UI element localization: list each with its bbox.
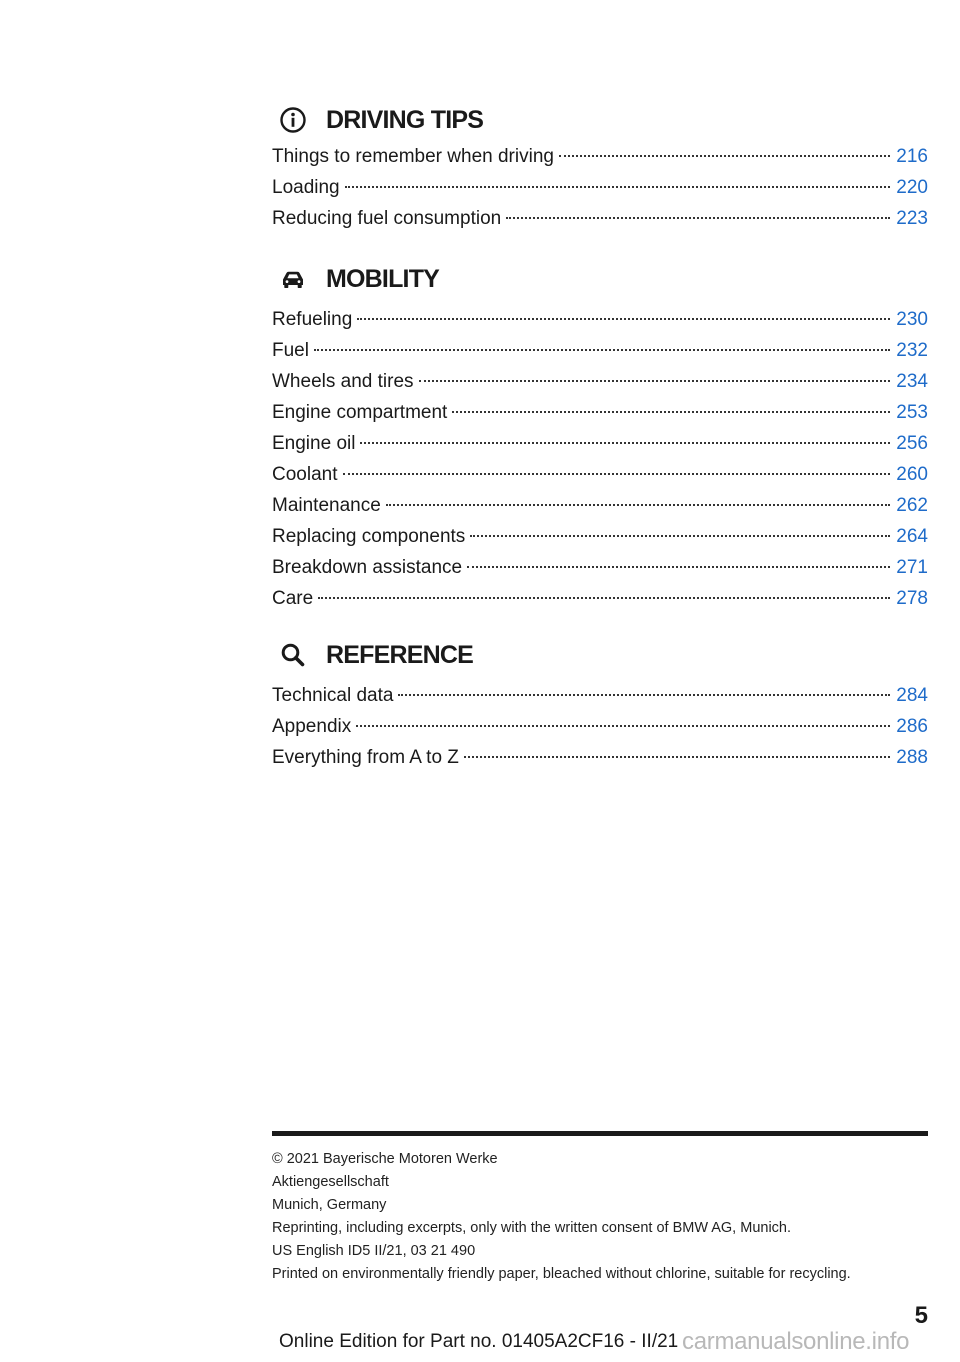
toc-page-link[interactable]: 230 xyxy=(896,309,928,330)
toc-entry-label: Everything from A to Z xyxy=(272,747,459,768)
toc-list xyxy=(272,141,928,234)
imprint xyxy=(272,1148,932,1286)
section-mobility xyxy=(272,262,928,614)
toc-entry-label: Wheels and tires xyxy=(272,371,414,392)
dot-leader xyxy=(357,318,890,320)
toc-entry[interactable] xyxy=(272,203,928,234)
imprint-company: Aktiengesellschaft xyxy=(272,1174,389,1190)
section-heading xyxy=(272,103,928,139)
toc-entry-label: Care xyxy=(272,588,314,609)
section-title: REFERENCE xyxy=(326,641,473,669)
toc-entry[interactable] xyxy=(272,742,928,773)
toc-entry-label: Things to remember when driving xyxy=(272,146,554,167)
dot-leader xyxy=(452,411,890,413)
toc-entry[interactable] xyxy=(272,428,928,459)
toc-entry-label: Coolant xyxy=(272,464,338,485)
section-heading xyxy=(272,262,928,298)
toc-page-link[interactable]: 234 xyxy=(896,371,928,392)
toc-entry-label: Appendix xyxy=(272,716,352,737)
toc-entry-label: Loading xyxy=(272,177,340,198)
imprint-paper-notice: Printed on environmentally friendly paper, bleached without chlorine, suitable for recycling. xyxy=(272,1266,851,1282)
dot-leader xyxy=(464,756,890,758)
dot-leader xyxy=(360,442,890,444)
dot-leader xyxy=(386,504,890,506)
toc-page-link[interactable]: 223 xyxy=(896,208,928,229)
toc-entry[interactable] xyxy=(272,521,928,552)
car-icon xyxy=(278,264,308,294)
toc-entry[interactable] xyxy=(272,172,928,203)
toc-entry[interactable] xyxy=(272,304,928,335)
toc-page-link[interactable]: 220 xyxy=(896,177,928,198)
info-icon xyxy=(278,105,308,135)
dot-leader xyxy=(318,597,890,599)
dot-leader xyxy=(343,473,891,475)
toc-entry[interactable] xyxy=(272,711,928,742)
toc-entry-label: Engine oil xyxy=(272,433,356,454)
toc-list xyxy=(272,680,928,773)
imprint-reprint-notice: Reprinting, including excerpts, only with the written consent of BMW AG, Munich. xyxy=(272,1220,792,1236)
imprint-edition-id: US English ID5 II/21, 03 21 490 xyxy=(272,1243,476,1259)
section-title: MOBILITY xyxy=(326,265,440,293)
toc-entry[interactable] xyxy=(272,583,928,614)
edition-footer: Online Edition for Part no. 01405A2CF16 - II/21 xyxy=(279,1331,679,1352)
toc-entry-label: Reducing fuel consumption xyxy=(272,208,502,229)
dot-leader xyxy=(470,535,890,537)
imprint-copyright: © 2021 Bayerische Motoren Werke xyxy=(272,1151,498,1167)
toc-entry-label: Technical data xyxy=(272,685,394,706)
dot-leader xyxy=(345,186,890,188)
toc-entry[interactable] xyxy=(272,552,928,583)
toc-page-link[interactable]: 278 xyxy=(896,588,928,609)
toc-page-link[interactable]: 253 xyxy=(896,402,928,423)
toc-page-link[interactable]: 256 xyxy=(896,433,928,454)
toc-entry[interactable] xyxy=(272,335,928,366)
toc-entry-label: Refueling xyxy=(272,309,353,330)
toc-entry[interactable] xyxy=(272,490,928,521)
toc-page-link[interactable]: 271 xyxy=(896,557,928,578)
dot-leader xyxy=(356,725,890,727)
toc-entry-label: Breakdown assistance xyxy=(272,557,463,578)
dot-leader xyxy=(467,566,890,568)
section-reference xyxy=(272,638,928,773)
dot-leader xyxy=(559,155,890,157)
toc-entry[interactable] xyxy=(272,141,928,172)
toc-page-link[interactable]: 232 xyxy=(896,340,928,361)
toc-entry-label: Maintenance xyxy=(272,495,381,516)
toc-entry[interactable] xyxy=(272,397,928,428)
section-heading xyxy=(272,638,928,674)
search-icon xyxy=(278,640,308,670)
toc-entry[interactable] xyxy=(272,680,928,711)
watermark: carmanualsonline.info xyxy=(682,1328,910,1355)
toc-entry-label: Replacing components xyxy=(272,526,466,547)
toc-entry-label: Engine compartment xyxy=(272,402,448,423)
toc-page-link[interactable]: 288 xyxy=(896,747,928,768)
toc-entry[interactable] xyxy=(272,459,928,490)
toc-entry[interactable] xyxy=(272,366,928,397)
dot-leader xyxy=(419,380,890,382)
page-number: 5 xyxy=(914,1302,928,1329)
toc-list xyxy=(272,304,928,614)
toc-page-link[interactable]: 262 xyxy=(896,495,928,516)
divider-rule xyxy=(272,1131,928,1136)
toc-page-link[interactable]: 260 xyxy=(896,464,928,485)
toc-page-link[interactable]: 284 xyxy=(896,685,928,706)
toc-page-link[interactable]: 286 xyxy=(896,716,928,737)
dot-leader xyxy=(398,694,890,696)
section-title: DRIVING TIPS xyxy=(326,106,484,134)
toc-page-link[interactable]: 216 xyxy=(896,146,928,167)
dot-leader xyxy=(314,349,890,351)
section-driving-tips xyxy=(272,103,928,234)
imprint-location: Munich, Germany xyxy=(272,1197,387,1213)
dot-leader xyxy=(506,217,890,219)
toc-entry-label: Fuel xyxy=(272,340,309,361)
toc-page-link[interactable]: 264 xyxy=(896,526,928,547)
